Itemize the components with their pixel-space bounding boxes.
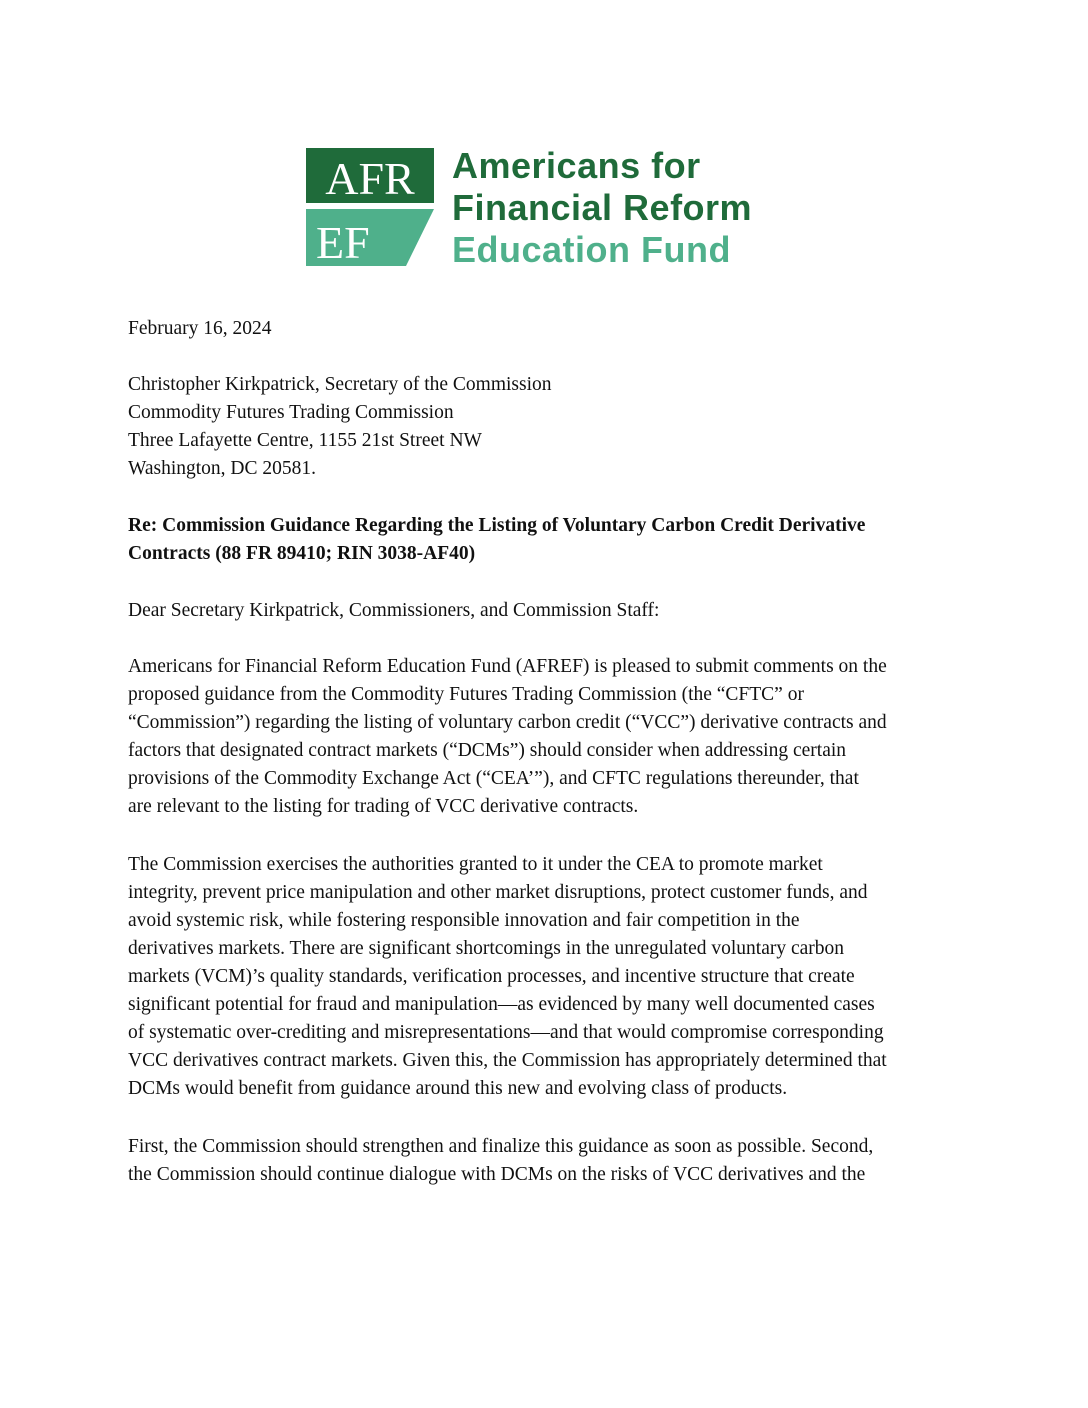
subject-line-text: Re: Commission Guidance Regarding the Listing of Voluntary Carbon Credit Derivative [128,515,866,536]
salutation [128,597,968,625]
paragraph-line: Americans for Financial Reform Education Fund (AFREF) is pleased to submit comments on the [128,656,887,677]
address-line: Christopher Kirkpatrick, Secretary of the Commission [128,374,552,395]
subject-line-text: Contracts (88 FR 89410; RIN 3038-AF40) [128,543,476,564]
paragraph-line: First, the Commission should strengthen and finalize this guidance as soon as possible. Second, [128,1136,874,1157]
organization-name [452,145,752,271]
salutation-text: Dear Secretary Kirkpatrick, Commissioners, and Commission Staff: [128,600,660,621]
organization-name-line-3: Education Fund [452,229,731,270]
logo-mark-bottom-text: EF [316,217,370,268]
paragraph-line: The Commission exercises the authorities granted to it under the CEA to promote market [128,854,823,875]
paragraph-line: of systematic over-crediting and misrepresentations—and that would compromise corresponding [128,1022,884,1043]
body-paragraph-3 [128,1133,968,1189]
paragraph-line: integrity, prevent price manipulation and other market disruptions, protect customer funds, and [128,882,868,903]
paragraph-line: the Commission should continue dialogue with DCMs on the risks of VCC derivatives and the [128,1164,866,1185]
paragraph-line: provisions of the Commodity Exchange Act (“CEA’”), and CFTC regulations thereunder, that [128,768,859,789]
paragraph-line: factors that designated contract markets (“DCMs”) should consider when addressing certain [128,740,847,761]
paragraph-line: derivatives markets. There are significant shortcomings in the unregulated voluntary carbon [128,938,845,959]
subject-line [128,512,968,568]
logo-mark-top-text: AFR [325,153,415,204]
letter-date [128,315,968,343]
afref-logo-mark [306,148,436,268]
organization-name-line-1: Americans for [452,145,701,186]
paragraph-line: markets (VCM)’s quality standards, verification processes, and incentive structure that create [128,966,855,987]
paragraph-line: avoid systemic risk, while fostering responsible innovation and fair competition in the [128,910,800,931]
paragraph-line: “Commission”) regarding the listing of voluntary carbon credit (“VCC”) derivative contracts and [128,712,887,733]
afref-logo [306,145,776,270]
organization-name-line-2: Financial Reform [452,187,753,228]
paragraph-line: are relevant to the listing for trading of VCC derivative contracts. [128,796,639,817]
address-line: Three Lafayette Centre, 1155 21st Street NW [128,430,482,451]
address-line: Commodity Futures Trading Commission [128,402,454,423]
paragraph-line: VCC derivatives contract markets. Given this, the Commission has appropriately determined that [128,1050,887,1071]
paragraph-line: significant potential for fraud and manipulation—as evidenced by many well documented cases [128,994,875,1015]
paragraph-line: DCMs would benefit from guidance around this new and evolving class of products. [128,1078,788,1099]
body-paragraph-1 [128,653,968,821]
date-text: February 16, 2024 [128,318,272,339]
recipient-address [128,371,968,483]
address-line: Washington, DC 20581. [128,458,317,479]
paragraph-line: proposed guidance from the Commodity Futures Trading Commission (the “CFTC” or [128,684,804,705]
body-paragraph-2 [128,851,968,1103]
